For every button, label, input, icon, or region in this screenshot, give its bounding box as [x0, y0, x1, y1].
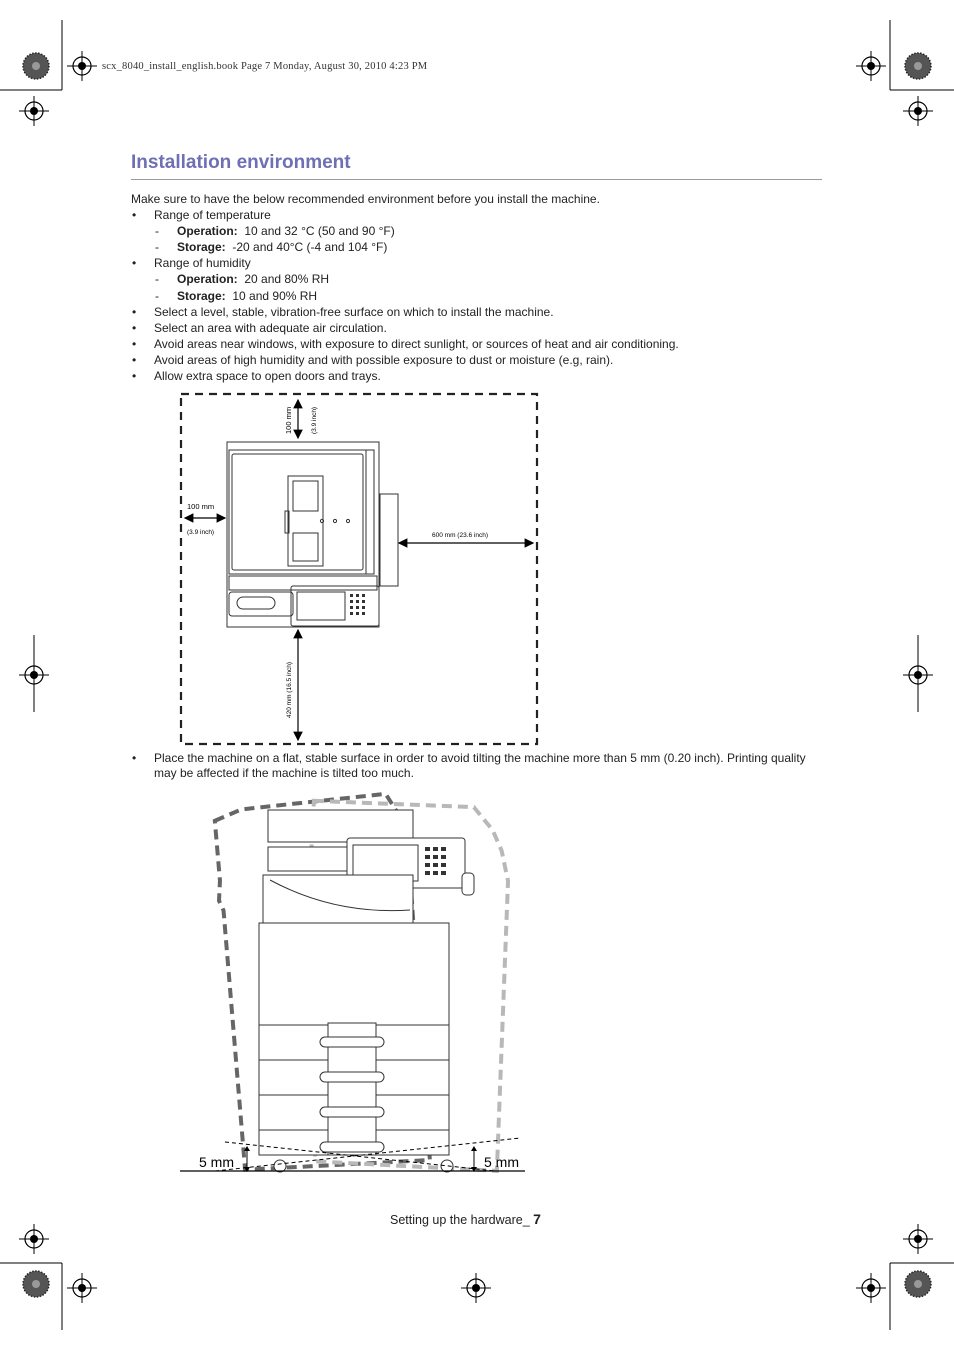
footer-section: Setting up the hardware_ [390, 1213, 534, 1227]
right-tilt-label: 5 mm [484, 1154, 519, 1170]
title-divider [131, 179, 822, 180]
machine-top-view [227, 442, 398, 627]
reg-mark-top-right-2 [903, 96, 933, 126]
reg-mark-top-left-2 [19, 96, 49, 126]
sub-item-storage: - Storage: -20 and 40°C (-4 and 104 °F) [154, 239, 821, 255]
list-item: • Allow extra space to open doors and trays. [131, 368, 821, 384]
left-tilt-label: 5 mm [199, 1154, 234, 1170]
list-item-humidity: • Range of humidity - Operation: 20 and 80% RH - Storage: 10 and 90% RH [131, 255, 821, 303]
print-header: scx_8040_install_english.book Page 7 Monday, August 30, 2010 4:23 PM [102, 61, 428, 72]
reg-mark-top-right-1 [856, 51, 886, 81]
clearance-boundary [181, 394, 537, 744]
intro-text: Make sure to have the below recommended environment before you install the machine. [131, 192, 600, 206]
sub-item-operation: - Operation: 20 and 80% RH [154, 271, 821, 287]
star-mark-top-left [23, 53, 49, 79]
list-item: • Avoid areas near windows, with exposure to direct sunlight, or sources of heat and air conditioning. [131, 336, 821, 352]
list-item-temperature: • Range of temperature - Operation: 10 and 32 °C (50 and 90 °F) - Storage: -20 and 40°C (-4 and 104 °F) [131, 207, 821, 255]
top-clearance-inch: (3.9 inch) [311, 406, 318, 434]
list-item: • Select an area with adequate air circulation. [131, 320, 821, 336]
sub-item-operation: - Operation: 10 and 32 °C (50 and 90 °F) [154, 223, 821, 239]
requirements-list [131, 191, 821, 384]
front-clearance-label: 420 mm (16.5 inch) [286, 662, 293, 718]
reg-mark-bottom-mid [461, 1273, 491, 1303]
star-mark-top-right [905, 53, 931, 79]
left-clearance-mm: 100 mm [187, 502, 215, 511]
clearance-diagram [170, 388, 550, 750]
list-item: • Avoid areas of high humidity and with possible exposure to dust or moisture (e.g, rain). [131, 352, 821, 368]
page-number: 7 [533, 1211, 541, 1227]
reg-mark-bottom-right-1 [856, 1273, 886, 1303]
page-footer [390, 1211, 541, 1227]
right-clearance-label: 600 mm (23.6 inch) [432, 532, 488, 539]
reg-mark-top-left-1 [67, 51, 97, 81]
reg-mark-bottom-right-2 [903, 1224, 933, 1254]
left-clearance-inch: (3.9 inch) [187, 529, 215, 536]
star-mark-bottom-right [905, 1271, 931, 1297]
tilt-diagram [175, 785, 535, 1177]
sub-item-storage: - Storage: 10 and 90% RH [154, 288, 821, 304]
star-mark-bottom-left [23, 1271, 49, 1297]
tilt-note [131, 751, 821, 780]
list-item: • Place the machine on a flat, stable surface in order to avoid tilting the machine more than 5 mm (0.20 inch). Printing quality may be affected if the machine is tilted too much. [131, 751, 821, 780]
top-clearance-mm: 100 mm [284, 406, 293, 434]
page-title: Installation environment [131, 152, 351, 173]
list-item: • Select a level, stable, vibration-free surface on which to install the machine. [131, 304, 821, 320]
keypad [350, 594, 365, 615]
reg-mark-bottom-left-1 [19, 1224, 49, 1254]
reg-mark-bottom-left-2 [67, 1273, 97, 1303]
